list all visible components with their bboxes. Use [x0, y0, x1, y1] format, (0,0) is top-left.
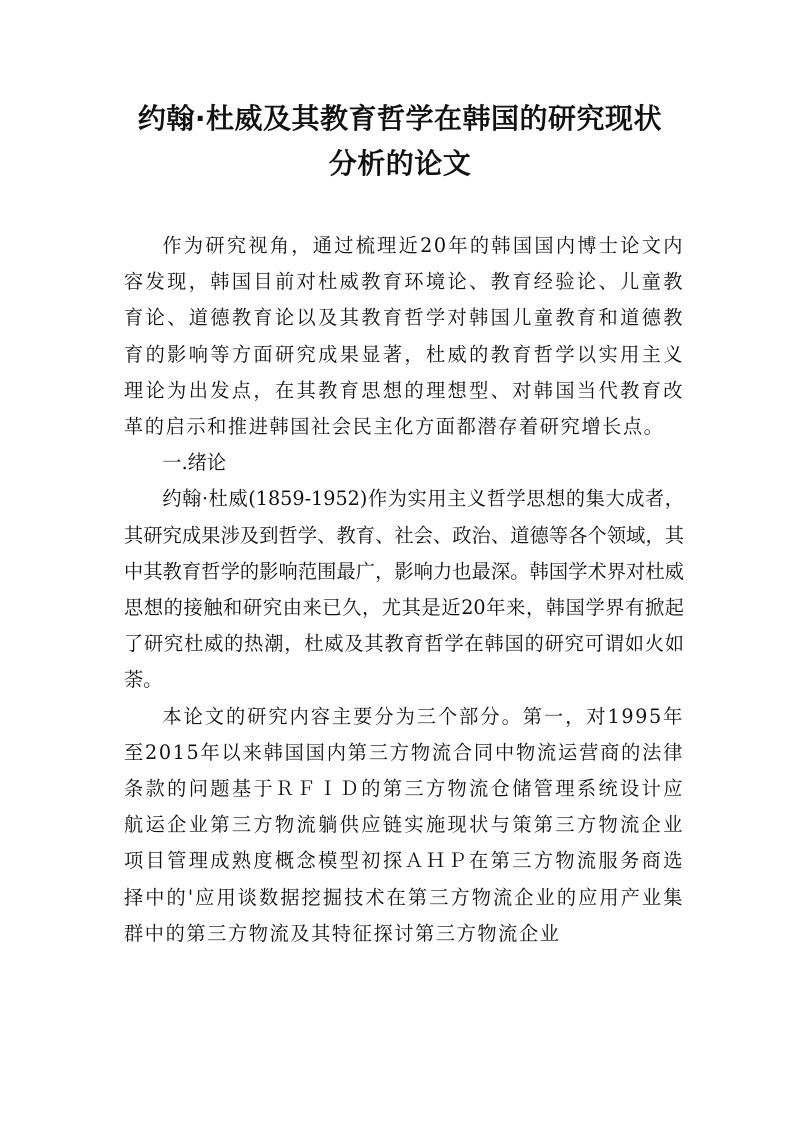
document-title-line-1: 约翰·杜威及其教育哲学在韩国的研究现状	[137, 102, 663, 135]
body-paragraph: 本论文的研究内容主要分为三个部分。第一，对1995年至2015年以来韩国国内第三方物流合同中物流运营商的法律条款的问题基于ＲＦＩＤ的第三方物流仓储管理系统设计应航运企业第三方物流躺供应链实施现状与策第三方物流企业项目管理成熟度概念模型初探ＡＨＰ在第三方物流服务商选择中的'应用谈数据挖掘技术在第三方物流企业的应用产业集群中的第三方物流及其特征探讨第三方物流企业	[124, 704, 684, 945]
abstract-paragraph: 作为研究视角，通过梳理近20年的韩国国内博士论文内容发现，韩国目前对杜威教育环境论、教育经验论、儿童教育论、道德教育论以及其教育哲学对韩国儿童教育和道德教育的影响等方面研究成果显著，杜威的教育哲学以实用主义理论为出发点，在其教育思想的理想型、对韩国当代教育改革的启示和推进韩国社会民主化方面都潜存着研究增长点。	[124, 234, 684, 439]
body-paragraph: 约翰·杜威(1859-1952)作为实用主义哲学思想的集大成者，其研究成果涉及到哲学、教育、社会、政治、道德等各个领域，其中其教育哲学的影响范围最广，影响力也最深。韩国学术界对杜威思想的接触和研究由来已久，尤其是近20年来，韩国学界有掀起了研究杜威的热潮，杜威及其教育哲学在韩国的研究可谓如火如荼。	[124, 487, 684, 692]
document-title-line-2: 分析的论文	[328, 147, 472, 180]
document-body	[124, 228, 684, 952]
section-heading-introduction: 一.绪论	[162, 451, 227, 475]
